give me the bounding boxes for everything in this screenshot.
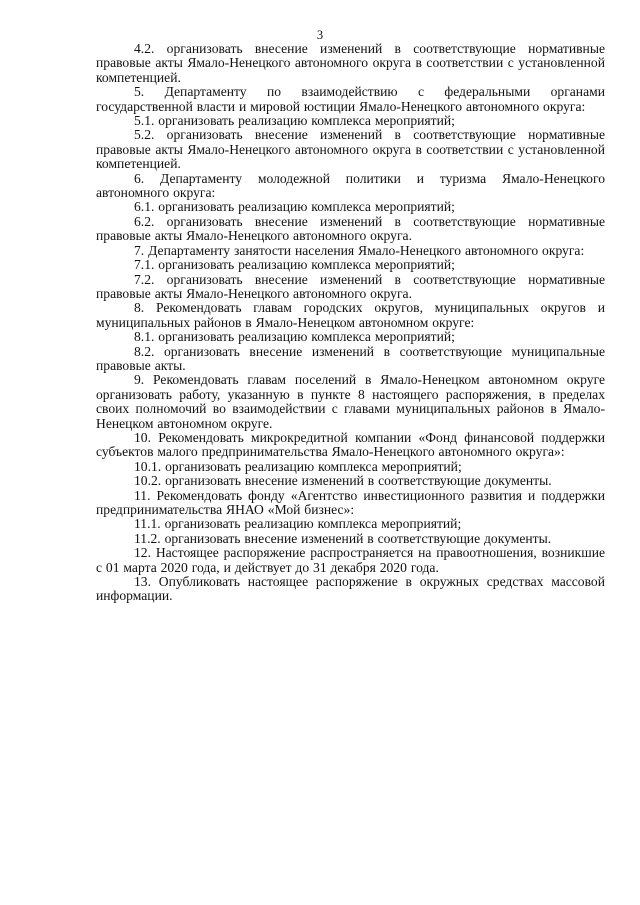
- paragraph-10: 10. Рекомендовать микрокредитной компании «Фонд финансовой поддержки субъектов малого предпринимательства Ямало-Ненецкого автономного округа»:: [96, 429, 605, 460]
- paragraph-8-2: 8.2. организовать внесение изменений в соответствующие муниципальные правовые акты.: [96, 343, 605, 373]
- paragraph-11-2: 11.2. организовать внесение изменений в соответствующие документы.: [134, 530, 552, 546]
- paragraph-11-1: 11.1. организовать реализацию комплекса мероприятий;: [134, 516, 462, 532]
- paragraph-12: 12. Настоящее распоряжение распространяется на правоотношения, возникшие с 01 марта 2020 года, и действует до 31 декабря 2020 года.: [96, 545, 605, 575]
- paragraph-9: 9. Рекомендовать главам поселений в Ямало-Ненецком автономном округе организовать работу, указанную в пункте 8 настоящего распоряжения, в пределах своих полномочий во взаимодействии с главами муниципальных районов в Ямало-Ненецком автономном округе.: [96, 372, 605, 431]
- paragraph-5: 5. Департаменту по взаимодействию с федеральными органами государственной власти и мировой юстиции Ямало-Ненецкого автономного округа:: [96, 84, 605, 114]
- paragraph-7: 7. Департаменту занятости населения Ямало-Ненецкого автономного округа:: [134, 242, 585, 258]
- page-number: 3: [316, 28, 324, 42]
- paragraph-6: 6. Департаменту молодежной политики и туризма Ямало-Ненецкого автономного округа:: [96, 170, 605, 201]
- paragraph-10-2: 10.2. организовать внесение изменений в соответствующие документы.: [134, 473, 552, 489]
- paragraph-5-2: 5.2. организовать внесение изменений в соответствующие нормативные правовые акты Ямало-Ненецкого автономного округа в соответствии с установленной компетенцией.: [96, 127, 605, 172]
- paragraph-8-1: 8.1. организовать реализацию комплекса мероприятий;: [134, 329, 455, 345]
- paragraph-10-1: 10.1. организовать реализацию комплекса мероприятий;: [134, 458, 462, 474]
- paragraph-6-1: 6.1. организовать реализацию комплекса мероприятий;: [134, 199, 455, 215]
- paragraph-4-2: 4.2. организовать внесение изменений в соответствующие нормативные правовые акты Ямало-Ненецкого автономного округа в соответствии с установленной компетенцией.: [96, 41, 605, 85]
- paragraph-11: 11. Рекомендовать фонду «Агентство инвестиционного развития и поддержки предпринимательства ЯНАО «Мой бизнес»:: [96, 487, 605, 517]
- paragraph-7-1: 7.1. организовать реализацию комплекса мероприятий;: [134, 257, 455, 273]
- paragraph-6-2: 6.2. организовать внесение изменений в соответствующие нормативные правовые акты Ямало-Ненецкого автономного округа.: [96, 213, 605, 244]
- paragraph-8: 8. Рекомендовать главам городских округов, муниципальных округов и муниципальных районов в Ямало-Ненецком автономном округе:: [96, 300, 605, 330]
- paragraph-5-1: 5.1. организовать реализацию комплекса мероприятий;: [134, 113, 455, 129]
- paragraph-13: 13. Опубликовать настоящее распоряжение в окружных средствах массовой информации.: [96, 574, 605, 604]
- document-body: [96, 42, 605, 604]
- paragraph-7-2: 7.2. организовать внесение изменений в соответствующие нормативные правовые акты Ямало-Ненецкого автономного округа.: [96, 271, 605, 301]
